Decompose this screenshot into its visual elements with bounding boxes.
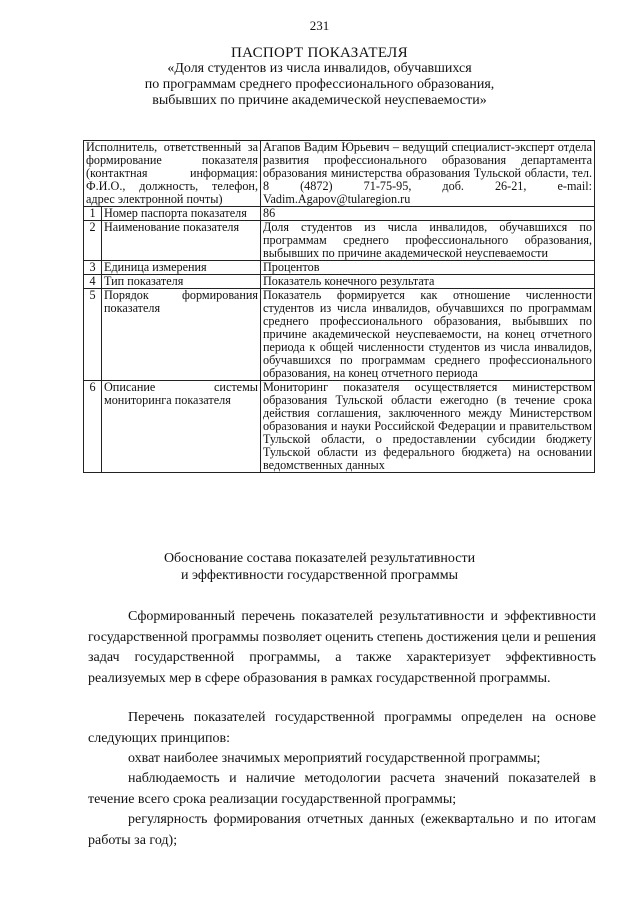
executor-value: Агапов Вадим Юрьевич – ведущий специалист-эксперт отдела развития профессионального образования департамента образования министерства образования Тульской области, тел. 8 (4872) 71-75-95, доб. 26-21, e-mail: Vadim.Agapov@tularegion.ru	[261, 141, 595, 207]
table-row-executor	[84, 141, 595, 207]
table-row	[84, 275, 595, 289]
paragraph: регулярность формирования отчетных данных (ежеквартально и по итогам работы за год);	[88, 812, 596, 848]
table-row	[84, 289, 595, 381]
paragraph: охват наиболее значимых мероприятий государственной программы;	[128, 751, 541, 766]
row-number: 4	[84, 275, 102, 289]
title-line-2: «Доля студентов из числа инвалидов, обучавшихся	[167, 61, 472, 76]
table-row	[84, 207, 595, 221]
row-value: Мониторинг показателя осуществляется министерством образования Тульской области ежегодно (в течение срока действия соглашения, заключенного между Министерством образования и науки Российской Федерации и правительством Тульской области, о предоставлении субсидии бюджету Тульской области из федерального бюджета) на основании ведомственных данных	[261, 381, 595, 473]
row-value: Показатель конечного результата	[261, 275, 595, 289]
table-row	[84, 221, 595, 261]
paragraph: Перечень показателей государственной программы определен на основе следующих принципов:	[88, 710, 596, 746]
section-heading-line-1: Обоснование состава показателей результативности	[163, 551, 476, 566]
paragraph: Сформированный перечень показателей результативности и эффективности государственной программы позволяет оценить степень достижения цели и решения задач государственной программы, а также характеризует эффективность реализуемых мер в сфере образования в рамках государственной программы.	[88, 609, 596, 686]
page-number: 231	[309, 18, 330, 33]
row-label: Порядок формирования показателя	[102, 289, 261, 381]
row-number: 3	[84, 261, 102, 275]
row-number: 5	[84, 289, 102, 381]
section-heading	[60, 550, 579, 584]
table-row	[84, 381, 595, 473]
row-number: 6	[84, 381, 102, 473]
table-row	[84, 261, 595, 275]
row-label: Наименование показателя	[102, 221, 261, 261]
title-line-1: ПАСПОРТ ПОКАЗАТЕЛЯ	[231, 45, 408, 61]
executor-label: Исполнитель, ответственный за формирование показателя (контактная информация: Ф.И.О., должность, телефон, адрес электронной почты)	[84, 141, 261, 207]
passport-table	[83, 140, 595, 473]
title-line-3: по программам среднего профессионального образования,	[144, 77, 495, 92]
title-line-4: выбывших по причине академической неуспеваемости»	[152, 93, 487, 108]
paragraph: наблюдаемость и наличие методологии расчета значений показателей в течение всего срока реализации государственной программы;	[88, 771, 596, 807]
row-number: 1	[84, 207, 102, 221]
row-label: Номер паспорта показателя	[102, 207, 261, 221]
row-value: Процентов	[261, 261, 595, 275]
row-value: Доля студентов из числа инвалидов, обучавшихся по программам среднего профессионального образования, выбывших по причине академической неуспеваемости	[261, 221, 595, 261]
section-heading-line-2: и эффективности государственной программы	[180, 568, 459, 583]
row-label: Единица измерения	[102, 261, 261, 275]
row-value: 86	[261, 207, 595, 221]
document-title	[60, 45, 579, 109]
row-label: Описание системы мониторинга показателя	[102, 381, 261, 473]
row-label: Тип показателя	[102, 275, 261, 289]
row-number: 2	[84, 221, 102, 261]
row-value: Показатель формируется как отношение численности студентов из числа инвалидов, обучавшихся по программам среднего профессионального образования, выбывших по причине академической неуспеваемости, на конец отчетного периода к общей численности студентов из числа инвалидов, обучавшихся по программам среднего профессионального образования, на конец отчетного периода	[261, 289, 595, 381]
